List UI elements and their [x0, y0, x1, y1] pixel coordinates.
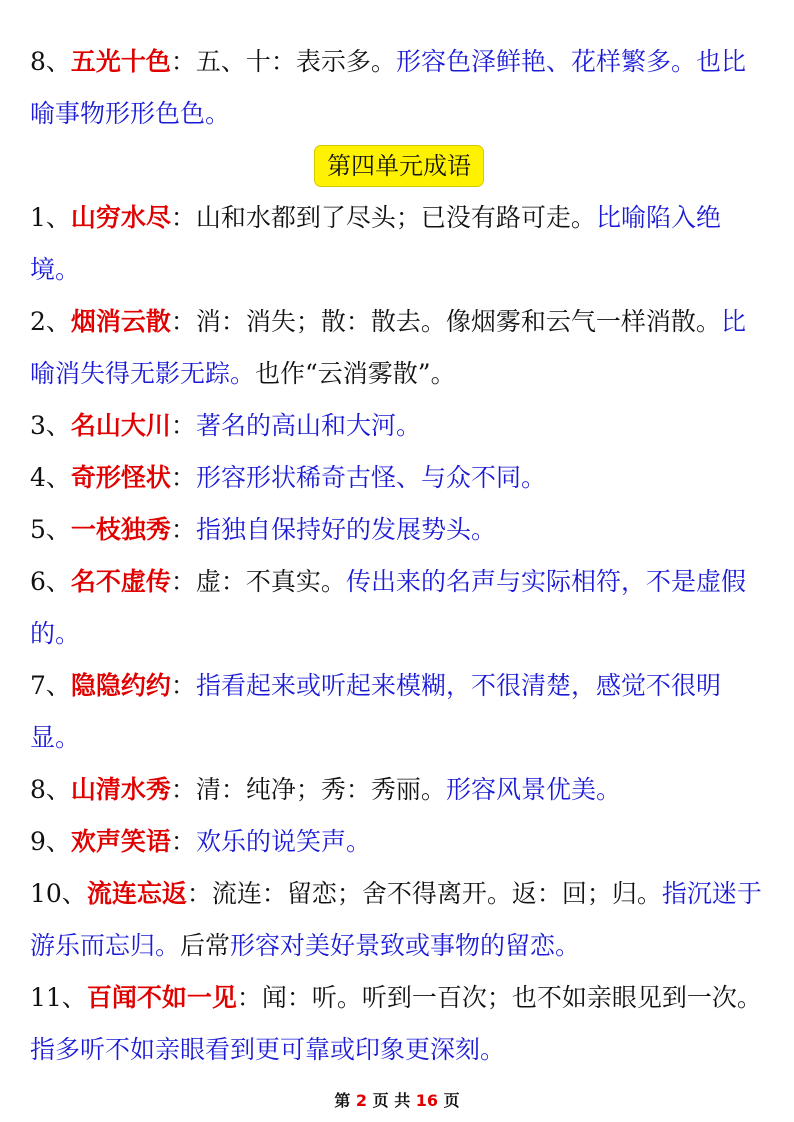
entry-number: 9、	[30, 827, 71, 856]
idiom-term: 一枝独秀	[70, 515, 171, 544]
idiom-meaning: 著名的高山和大河。	[195, 411, 421, 440]
idiom-term: 山穷水尽	[70, 203, 171, 232]
entry-number: 6、	[30, 567, 71, 596]
total-pages-number: 16	[415, 1091, 439, 1110]
idiom-entry	[30, 868, 768, 972]
idiom-meaning: 比喻消失得无影无踪。	[30, 307, 746, 388]
idiom-meaning: 形容形状稀奇古怪、与众不同。	[195, 463, 546, 492]
idiom-entry	[30, 764, 768, 816]
idiom-gloss: ：清：纯净；秀：秀丽。	[170, 775, 446, 804]
entry-number: 7、	[30, 671, 71, 700]
idiom-meaning: 形容对美好景致或事物的留恋。	[230, 931, 581, 960]
idiom-meaning: 指看起来或听起来模糊，不很清楚，感觉不很明显。	[30, 671, 721, 752]
footer-suffix: 页	[443, 1091, 460, 1110]
entry-number: 11、	[30, 983, 87, 1012]
idiom-gloss: ：消：消失；散：散去。像烟雾和云气一样消散。	[170, 307, 721, 336]
content-area	[30, 36, 768, 1076]
idiom-term: 欢声笑语	[70, 827, 171, 856]
idiom-term: 名山大川	[70, 411, 171, 440]
idiom-gloss: ：五、十：表示多。	[170, 47, 396, 76]
idiom-gloss: ：	[170, 515, 196, 544]
idiom-gloss: ：山和水都到了尽头；已没有路可走。	[170, 203, 596, 232]
entry-list-previous-unit	[30, 36, 768, 140]
idiom-term: 奇形怪状	[70, 463, 171, 492]
idiom-term: 隐隐约约	[70, 671, 171, 700]
idiom-meaning: 形容风景优美。	[445, 775, 621, 804]
idiom-term: 流连忘返	[86, 879, 187, 908]
idiom-gloss: 后常	[180, 931, 231, 960]
entry-list-unit-4	[30, 192, 768, 1076]
idiom-entry	[30, 556, 768, 660]
idiom-entry	[30, 400, 768, 452]
footer-middle: 页 共	[372, 1091, 411, 1110]
entry-number: 10、	[30, 879, 87, 908]
entry-number: 1、	[30, 203, 71, 232]
idiom-entry	[30, 972, 768, 1076]
idiom-gloss: 也作“云消雾散”。	[255, 359, 456, 388]
current-page-number: 2	[355, 1091, 368, 1110]
idiom-entry	[30, 660, 768, 764]
entry-number: 3、	[30, 411, 71, 440]
page-footer	[0, 1088, 794, 1111]
idiom-entry	[30, 452, 768, 504]
section-heading: 第四单元成语	[314, 145, 484, 187]
idiom-entry	[30, 192, 768, 296]
idiom-entry	[30, 296, 768, 400]
idiom-gloss: ：	[170, 411, 196, 440]
idiom-gloss: ：闻：听。听到一百次；也不如亲眼见到一次。	[236, 983, 762, 1012]
idiom-term: 烟消云散	[70, 307, 171, 336]
idiom-meaning: 指沉迷于游乐而忘归。	[30, 879, 762, 960]
idiom-term: 百闻不如一见	[86, 983, 237, 1012]
idiom-term: 五光十色	[70, 47, 171, 76]
idiom-entry	[30, 816, 768, 868]
idiom-meaning: 传出来的名声与实际相符，不是虚假的。	[30, 567, 746, 648]
entry-number: 8、	[30, 47, 71, 76]
entry-number: 4、	[30, 463, 71, 492]
section-heading-wrap	[30, 142, 768, 190]
idiom-gloss: ：流连：留恋；舍不得离开。返：回；归。	[186, 879, 662, 908]
entry-number: 5、	[30, 515, 71, 544]
idiom-meaning: 指独自保持好的发展势头。	[195, 515, 496, 544]
idiom-meaning: 欢乐的说笑声。	[195, 827, 371, 856]
idiom-term: 山清水秀	[70, 775, 171, 804]
idiom-entry	[30, 36, 768, 140]
entry-number: 2、	[30, 307, 71, 336]
idiom-gloss: ：	[170, 827, 196, 856]
footer-prefix: 第	[334, 1091, 351, 1110]
idiom-meaning: 比喻陷入绝境。	[30, 203, 721, 284]
idiom-meaning: 形容色泽鲜艳、花样繁多。也比喻事物形形色色。	[30, 47, 746, 128]
idiom-gloss: ：	[170, 671, 196, 700]
idiom-term: 名不虚传	[70, 567, 171, 596]
idiom-gloss: ：	[170, 463, 196, 492]
idiom-entry	[30, 504, 768, 556]
idiom-meaning: 指多听不如亲眼看到更可靠或印象更深刻。	[30, 1035, 506, 1064]
idiom-gloss: ：虚：不真实。	[170, 567, 346, 596]
entry-number: 8、	[30, 775, 71, 804]
